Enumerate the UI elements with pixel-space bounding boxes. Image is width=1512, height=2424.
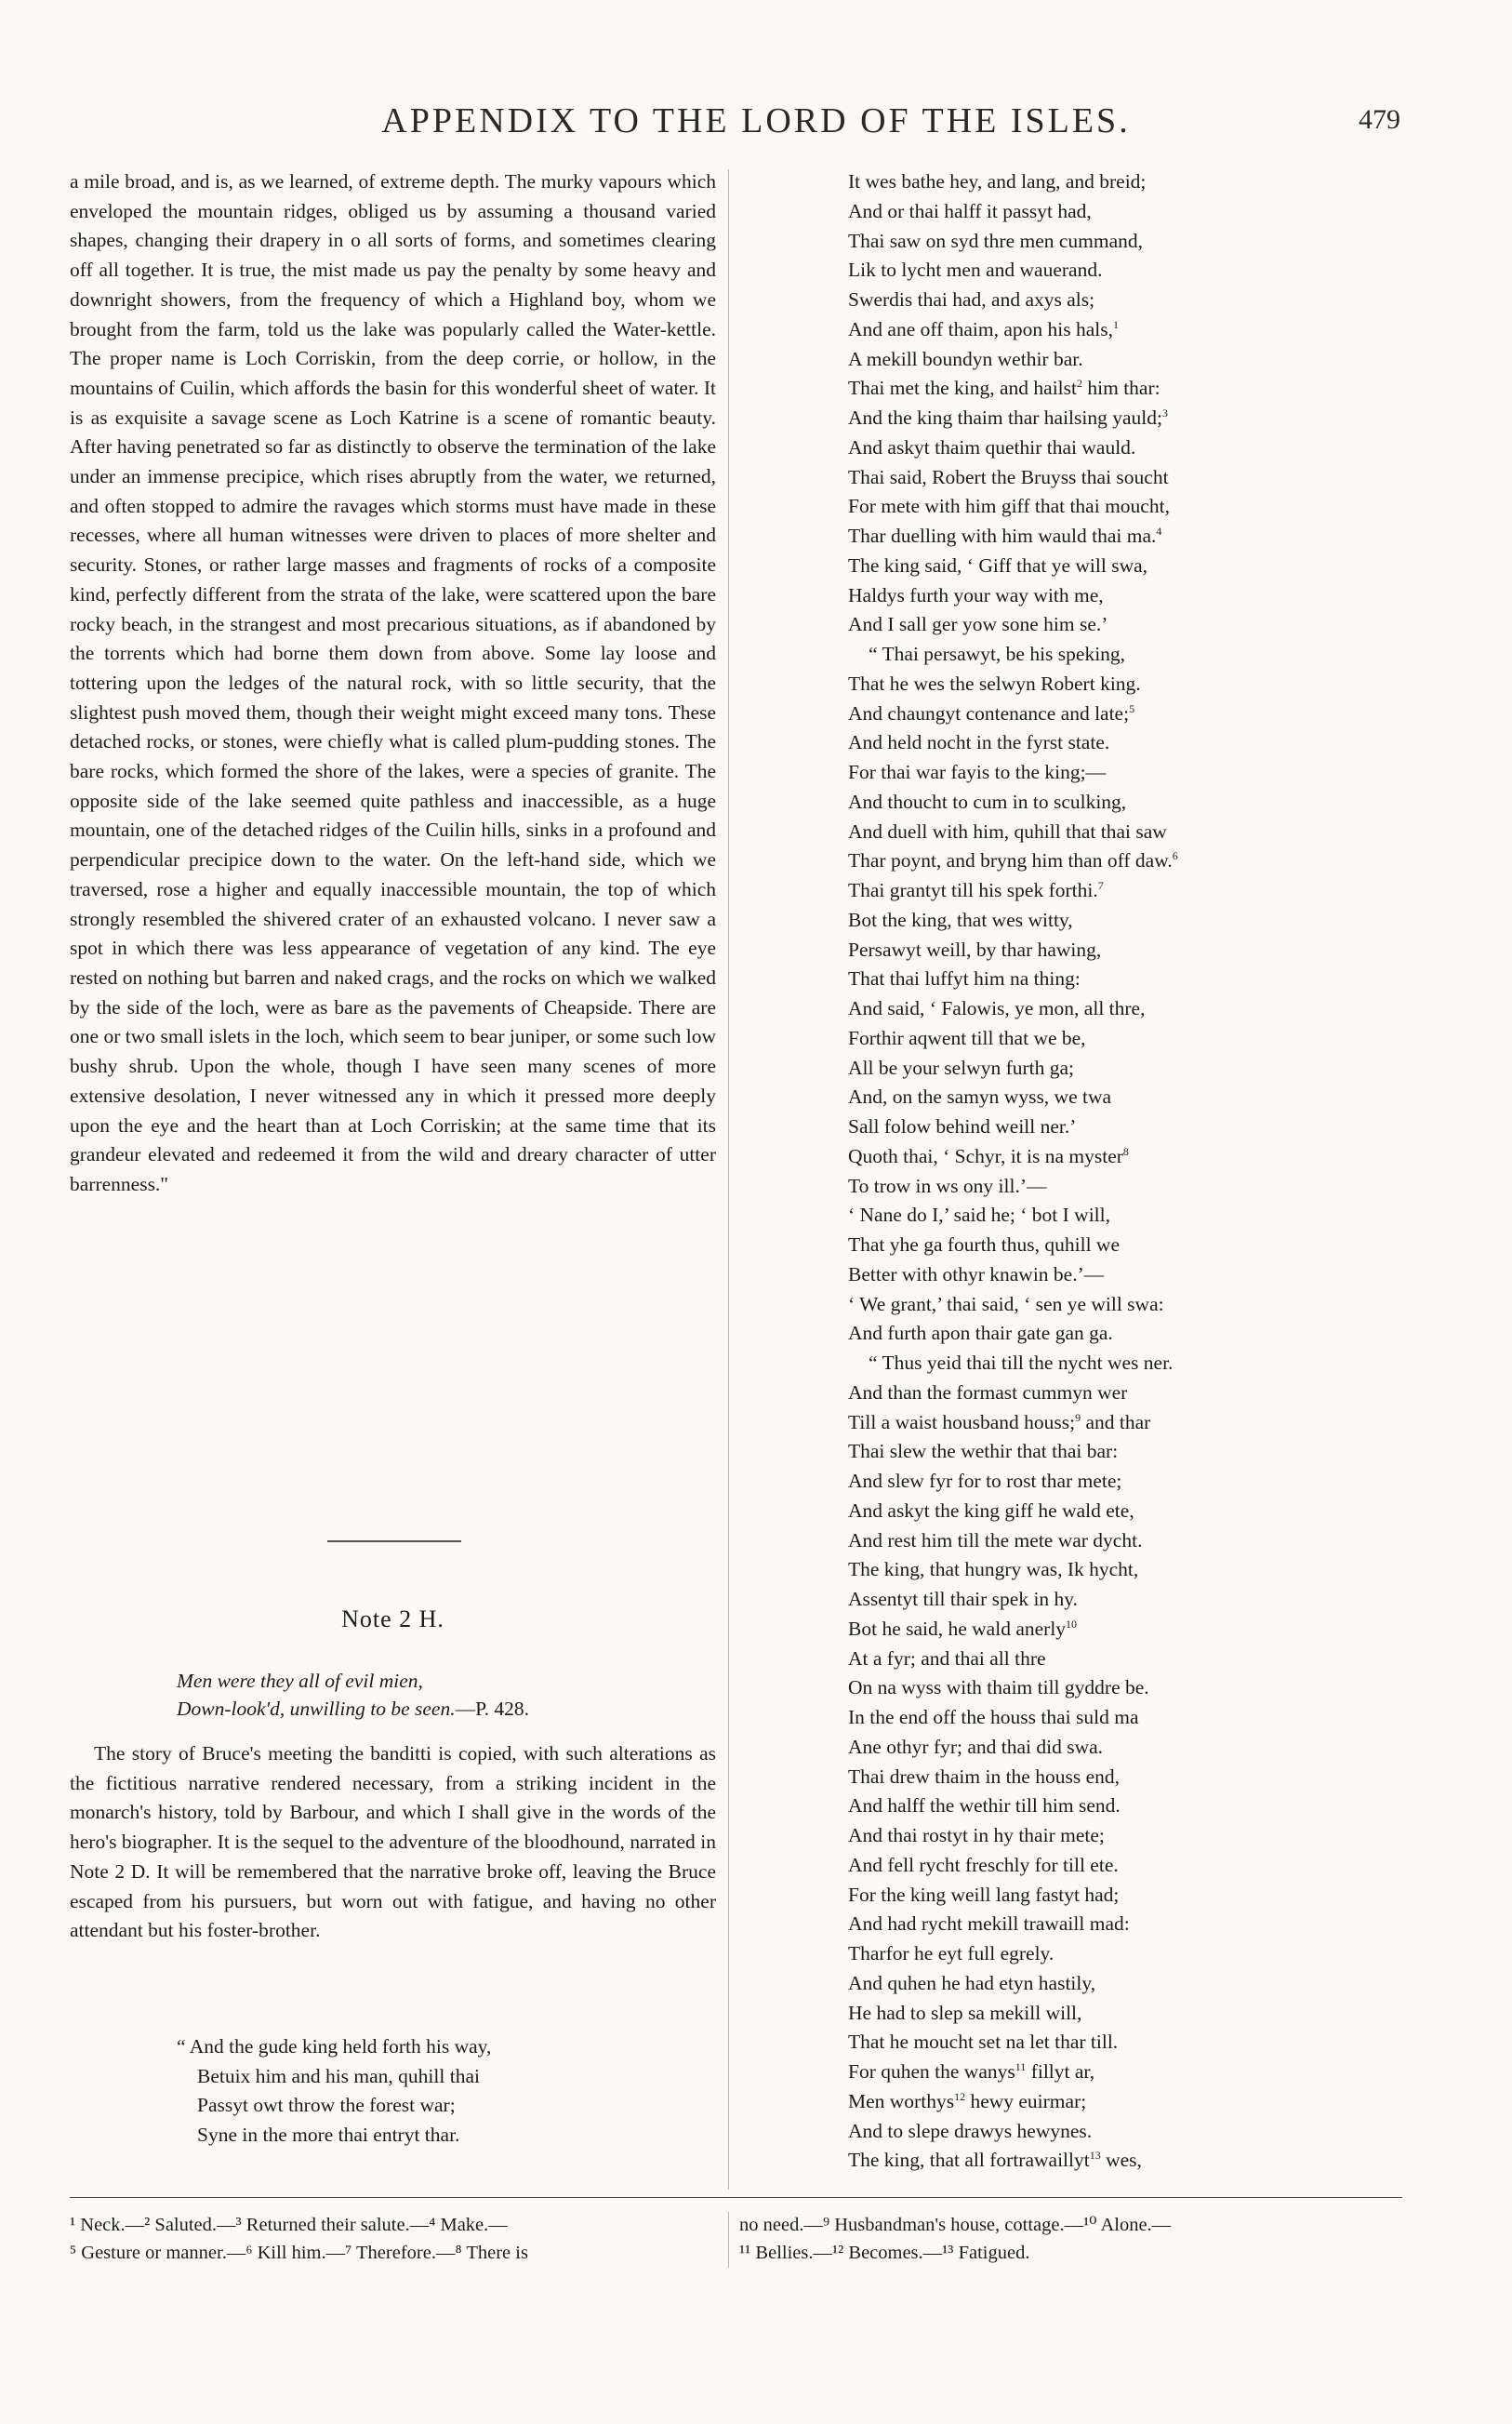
verse-line xyxy=(848,1201,1443,1231)
verse-text: And halff the wethir till him send. xyxy=(848,1794,1121,1818)
verse-line xyxy=(848,906,1443,936)
footnote-marker: 13 xyxy=(1089,2149,1101,2163)
verse-line xyxy=(848,256,1443,286)
verse-text: Haldys furth your way with me, xyxy=(848,583,1104,606)
verse-line xyxy=(848,670,1443,699)
footnote-marker: 5 xyxy=(1129,701,1135,715)
verse-text: It wes bathe hey, and lang, and breid; xyxy=(848,170,1147,193)
running-title: APPENDIX TO THE LORD OF THE ISLES. xyxy=(381,101,1131,140)
verse-text: Thai saw on syd thre men cummand, xyxy=(848,229,1144,252)
verse-line xyxy=(848,1290,1443,1320)
verse-line xyxy=(848,1791,1443,1821)
epigraph-line: Down-look'd, unwilling to be seen. xyxy=(177,1698,456,1720)
verse-text: For mete with him giff that thai moucht, xyxy=(848,495,1170,518)
verse-text: Thai met the king, and hailst xyxy=(848,377,1078,400)
verse-line xyxy=(848,2117,1443,2147)
footnote-marker: 11 xyxy=(1015,2060,1027,2073)
footnote-marker: 10 xyxy=(1066,1617,1078,1631)
verse-line xyxy=(848,315,1443,345)
verse-text: For the king weill lang fastyt had; xyxy=(848,1883,1120,1906)
verse-text: That thai luffyt him na thing: xyxy=(848,967,1081,991)
verse-line xyxy=(848,1999,1443,2029)
verse-text: And held nocht in the fyrst state. xyxy=(848,731,1110,754)
verse-text: And askyt the king giff he wald ete, xyxy=(848,1498,1134,1522)
verse-text: Forthir aqwent till that we be, xyxy=(848,1026,1086,1049)
verse-line xyxy=(848,1821,1443,1851)
verse-text: “ Thai persawyt, be his speking, xyxy=(869,643,1126,665)
running-header xyxy=(0,93,1512,149)
verse-line xyxy=(848,345,1443,375)
verse-line xyxy=(848,1969,1443,1999)
verse-text: He had to slep sa mekill will, xyxy=(848,2001,1082,2024)
verse-line xyxy=(848,1024,1443,1054)
footnote-column-rule xyxy=(728,2212,729,2268)
verse-text: And quhen he had etyn hastily, xyxy=(848,1971,1096,1994)
epigraph-line: Men were they all of evil mien, xyxy=(177,1670,423,1692)
verse-line xyxy=(848,1497,1443,1526)
verse-text: Ane othyr fyr; and thai did swa. xyxy=(848,1735,1104,1758)
footnote-rule-left xyxy=(70,2197,728,2198)
verse-line xyxy=(848,728,1443,758)
footnote-marker: 1 xyxy=(1113,317,1120,331)
verse-line xyxy=(848,1910,1443,1939)
note-heading-id: 2 H. xyxy=(399,1605,444,1632)
verse-text: him thar: xyxy=(1082,377,1161,400)
verse-line xyxy=(848,1703,1443,1733)
verse-line xyxy=(848,1467,1443,1497)
verse-text: And slew fyr for to rost thar mete; xyxy=(848,1470,1122,1492)
verse-text: wes, xyxy=(1100,2149,1142,2172)
footnote-line: ¹ Neck.—² Saluted.—³ Returned their salute.—⁴ Make.— xyxy=(70,2215,508,2235)
verse-line xyxy=(848,1555,1443,1585)
verse-line xyxy=(848,1615,1443,1645)
verse-line xyxy=(848,1408,1443,1438)
verse-block-right xyxy=(848,167,1443,2176)
footnote-marker: 2 xyxy=(1077,377,1083,391)
verse-line xyxy=(848,463,1443,493)
footnotes-right xyxy=(739,2212,1409,2267)
verse-text: To trow in ws ony ill.’— xyxy=(848,1174,1047,1197)
verse-text: And askyt thaim quethir thai wauld. xyxy=(848,435,1136,459)
verse-text: Thai grantyt till his spek forthi. xyxy=(848,879,1098,901)
verse-line xyxy=(848,640,1443,670)
body-paragraph: a mile broad, and is, as we learned, of extreme depth. The murky vapours which enveloped the mountain ridges, obliged us by assuming a thousand varied shapes, changing their drapery in o all sorts of forms, and sometimes clearing off all together. It is true, the mist made us pay the penalty by some heavy and downright showers, from the frequency of which a Highland boy, whom we brought from the farm, told us the lake was popularly called the Water-kettle. The proper name is Loch Corriskin, from the deep corrie, or hollow, in the mountains of Cuilin, which affords the basin for this wonderful sheet of water. It is as exquisite a savage scene as Loch Katrine is a scene of romantic beauty. After having penetrated so far as distinctly to observe the termination of the lake under an immense precipice, which rises abruptly from the water, we returned, and often stopped to admire the ravages which storms must have made in these recesses, where all human witnesses were driven to places of more shelter and security. Stones, or rather large masses and fragments of rocks of a composite kind, perfectly different from the strata of the lake, were scattered upon the bare rocky beach, in the strangest and most precarious situations, as if abandoned by the torrents which had borne them down from above. Some lay loose and tottering upon the ledges of the natural rock, with so little security, that the slightest push moved them, though their weight might exceed many tons. These detached rocks, or stones, were chiefly what is called plum-pudding stones. The bare rocks, which formed the shore of the lakes, were a species of granite. The opposite side of the lake seemed quite pathless and inaccessible, as a huge mountain, one of the detached ridges of the Cuilin hills, sinks in a profound and perpendicular precipice down to the water. On the left-hand side, which we traversed, rose a higher and equally inaccessible mountain, the top of which strongly resembled the shivered crater of an exhausted volcano. I never saw a spot in which there was less appearance of vegetation of any kind. The eye rested on nothing but barren and naked crags, and the rocks on which we walked by the side of the loch, were as bare as the pavements of Cheapside. There are one or two small islets in the loch, which seem to bear juniper, or some such low bushy shrub. Upon the whole, though I have seen many scenes of more extensive desolation, I never witnessed any in which it pressed more deeply upon the eye and the heart than at Loch Corriskin; at the same time that its grandeur elevated and redeemed it from the wild and dreary character of utter barrenness." xyxy=(70,170,716,1195)
verse-line: Betuix him and his man, quhill thai xyxy=(197,2064,480,2087)
verse-text: That he moucht set na let thar till. xyxy=(848,2031,1119,2054)
verse-text: Bot the king, that wes witty, xyxy=(848,908,1073,931)
verse-line xyxy=(848,1733,1443,1763)
verse-text: Thar duelling with him wauld thai ma. xyxy=(848,525,1157,547)
verse-line xyxy=(848,936,1443,966)
verse-text: On na wyss with thaim till gyddre be. xyxy=(848,1676,1149,1699)
verse-text: And to slepe drawys hewynes. xyxy=(848,2119,1093,2142)
verse-line xyxy=(848,1378,1443,1408)
verse-line xyxy=(848,2087,1443,2117)
footnote-marker: 7 xyxy=(1097,879,1104,892)
note-heading-prefix: Note xyxy=(341,1605,392,1632)
verse-text: All be your selwyn furth ga; xyxy=(848,1056,1075,1079)
verse-text: Sall folow behind weill ner.’ xyxy=(848,1115,1077,1138)
verse-text: Thai said, Robert the Bruyss thai soucht xyxy=(848,465,1169,488)
verse-line xyxy=(848,581,1443,611)
footnote-line: ⁵ Gesture or manner.—⁶ Kill him.—⁷ Therefore.—⁸ There is xyxy=(70,2242,528,2263)
verse-text: And thai rostyt in hy thair mete; xyxy=(848,1824,1105,1846)
verse-text: And I sall ger yow sone him se.’ xyxy=(848,613,1108,636)
verse-line xyxy=(848,433,1443,463)
verse-line xyxy=(848,699,1443,729)
verse-line xyxy=(848,1112,1443,1142)
verse-text: Lik to lycht men and wauerand. xyxy=(848,259,1103,282)
verse-line xyxy=(848,1673,1443,1703)
footnote-marker: 6 xyxy=(1172,849,1178,863)
verse-line xyxy=(848,1142,1443,1172)
verse-line xyxy=(848,1851,1443,1881)
verse-line xyxy=(848,1526,1443,1556)
verse-text: A mekill boundyn wethir bar. xyxy=(848,347,1083,370)
verse-text: And than the formast cummyn wer xyxy=(848,1380,1128,1404)
verse-text: In the end off the houss thai suld ma xyxy=(848,1706,1139,1728)
footnote-rule-right xyxy=(728,2197,1402,2198)
verse-text: and thar xyxy=(1081,1410,1151,1433)
note-paragraph: The story of Bruce's meeting the banditti is copied, with such alterations as the fictitious narrative rendered necessary, from a striking incident in the monarch's history, told by Barbour, and which I shall give in the words of the hero's biographer. It is the sequel to the adventure of the bloodhound, narrated in Note 2 D. It will be remembered that the narrative broke off, leaving the Bruce escaped from his pursuers, but worn out with fatigue, and having no other attendant but his foster-brother. xyxy=(70,1742,716,1942)
verse-line xyxy=(848,286,1443,315)
verse-text: The king said, ‘ Giff that ye will swa, xyxy=(848,553,1148,577)
footnote-marker: 4 xyxy=(1156,525,1162,538)
footnote-line: ¹¹ Bellies.—¹² Becomes.—¹³ Fatigued. xyxy=(739,2242,1030,2263)
verse-line: Passyt owt throw the forest war; xyxy=(197,2094,456,2117)
verse-line xyxy=(848,1939,1443,1969)
verse-line xyxy=(848,994,1443,1024)
verse-line: Syne in the more thai entryt thar. xyxy=(197,2124,460,2147)
footnote-marker: 12 xyxy=(954,2089,966,2103)
verse-line: “ And the gude king held forth his way, xyxy=(177,2035,492,2058)
verse-line xyxy=(848,167,1443,197)
verse-line xyxy=(848,876,1443,906)
verse-line xyxy=(848,1349,1443,1378)
footnote-marker: 3 xyxy=(1161,406,1168,420)
verse-line xyxy=(848,227,1443,257)
verse-line xyxy=(848,1763,1443,1792)
verse-line xyxy=(848,758,1443,788)
verse-line xyxy=(848,522,1443,552)
verse-text: And thoucht to cum in to sculking, xyxy=(848,790,1127,813)
verse-text: That yhe ga fourth thus, quhill we xyxy=(848,1233,1120,1256)
verse-text: ‘ We grant,’ thai said, ‘ sen ye will swa: xyxy=(848,1292,1164,1315)
verse-line xyxy=(848,404,1443,433)
epigraph-reference: —P. 428. xyxy=(455,1698,530,1720)
note-body xyxy=(70,1739,716,1946)
verse-text: And fell rycht freschly for till ete. xyxy=(848,1853,1119,1876)
verse-line xyxy=(848,2146,1443,2176)
epigraph xyxy=(177,1667,716,1723)
verse-text: And had rycht mekill trawaill mad: xyxy=(848,1912,1130,1936)
footnote-marker: 9 xyxy=(1075,1410,1081,1424)
verse-line xyxy=(848,1172,1443,1202)
verse-line xyxy=(848,1260,1443,1290)
verse-text: And furth apon thair gate gan ga. xyxy=(848,1322,1113,1345)
verse-text: The king, that hungry was, Ik hycht, xyxy=(848,1558,1139,1581)
verse-text: At a fyr; and thai all thre xyxy=(848,1646,1046,1670)
verse-text: And the king thaim thar hailsing yauld; xyxy=(848,406,1162,429)
verse-line xyxy=(848,818,1443,847)
verse-text: Assentyt till thair spek in hy. xyxy=(848,1588,1079,1610)
verse-line xyxy=(848,1319,1443,1349)
verse-block-left xyxy=(177,2032,716,2151)
verse-line xyxy=(848,2028,1443,2058)
verse-text: For quhen the wanys xyxy=(848,2060,1015,2083)
verse-text: Thai drew thaim in the houss end, xyxy=(848,1765,1120,1788)
verse-text: Men worthys xyxy=(848,2089,955,2112)
verse-text: And or thai halff it passyt had, xyxy=(848,199,1092,222)
note-heading xyxy=(70,1605,716,1633)
verse-text: Better with othyr knawin be.’— xyxy=(848,1262,1105,1285)
page-number: 479 xyxy=(1359,104,1400,135)
verse-text: Persawyt weill, by thar hawing, xyxy=(848,938,1102,961)
verse-text: And, on the samyn wyss, we twa xyxy=(848,1085,1112,1109)
verse-line xyxy=(848,1231,1443,1260)
footnote-line: no need.—⁹ Husbandman's house, cottage.—¹⁰ Alone.— xyxy=(739,2215,1172,2235)
verse-text: And said, ‘ Falowis, ye mon, all thre, xyxy=(848,997,1146,1019)
verse-line xyxy=(848,197,1443,227)
verse-text: Tharfor he eyt full egrely. xyxy=(848,1942,1054,1965)
footnotes-left xyxy=(70,2212,716,2267)
verse-text: Bot he said, he wald anerly xyxy=(848,1617,1067,1640)
verse-line xyxy=(848,610,1443,640)
verse-text: And duell with him, quhill that thai saw xyxy=(848,819,1167,843)
verse-text: That he wes the selwyn Robert king. xyxy=(848,672,1141,695)
verse-line xyxy=(848,552,1443,581)
verse-line xyxy=(848,1437,1443,1467)
verse-line xyxy=(848,1083,1443,1112)
verse-text: Thar poynt, and bryng him than off daw. xyxy=(848,849,1173,872)
verse-text: hewy euirmar; xyxy=(965,2089,1087,2112)
section-divider xyxy=(327,1540,461,1542)
verse-line xyxy=(848,1054,1443,1084)
verse-line xyxy=(848,1645,1443,1674)
verse-text: Swerdis thai had, and axys als; xyxy=(848,288,1095,311)
verse-line xyxy=(848,1881,1443,1911)
verse-text: ‘ Nane do I,’ said he; ‘ bot I will, xyxy=(848,1204,1111,1227)
verse-text: For thai war fayis to the king;— xyxy=(848,761,1107,783)
verse-line xyxy=(848,492,1443,522)
verse-line xyxy=(848,1585,1443,1615)
verse-text: And rest him till the mete war dycht. xyxy=(848,1528,1143,1552)
verse-text: And chaungyt contenance and late; xyxy=(848,701,1130,725)
verse-line xyxy=(848,965,1443,994)
verse-line xyxy=(848,846,1443,876)
verse-text: The king, that all fortrawaillyt xyxy=(848,2149,1090,2172)
verse-text: And ane off thaim, apon his hals, xyxy=(848,317,1114,340)
column-rule xyxy=(728,169,729,2190)
verse-line xyxy=(848,374,1443,404)
footnote-marker: 8 xyxy=(1122,1144,1129,1158)
verse-text: Thai slew the wethir that thai bar: xyxy=(848,1440,1119,1463)
verse-line xyxy=(848,788,1443,818)
verse-line xyxy=(848,2058,1443,2087)
verse-text: Till a waist housband houss; xyxy=(848,1410,1076,1433)
verse-text: “ Thus yeid thai till the nycht wes ner. xyxy=(869,1352,1174,1374)
verse-text: fillyt ar, xyxy=(1026,2060,1095,2083)
left-column xyxy=(70,167,716,1200)
verse-text: Quoth thai, ‘ Schyr, it is na myster xyxy=(848,1144,1123,1167)
